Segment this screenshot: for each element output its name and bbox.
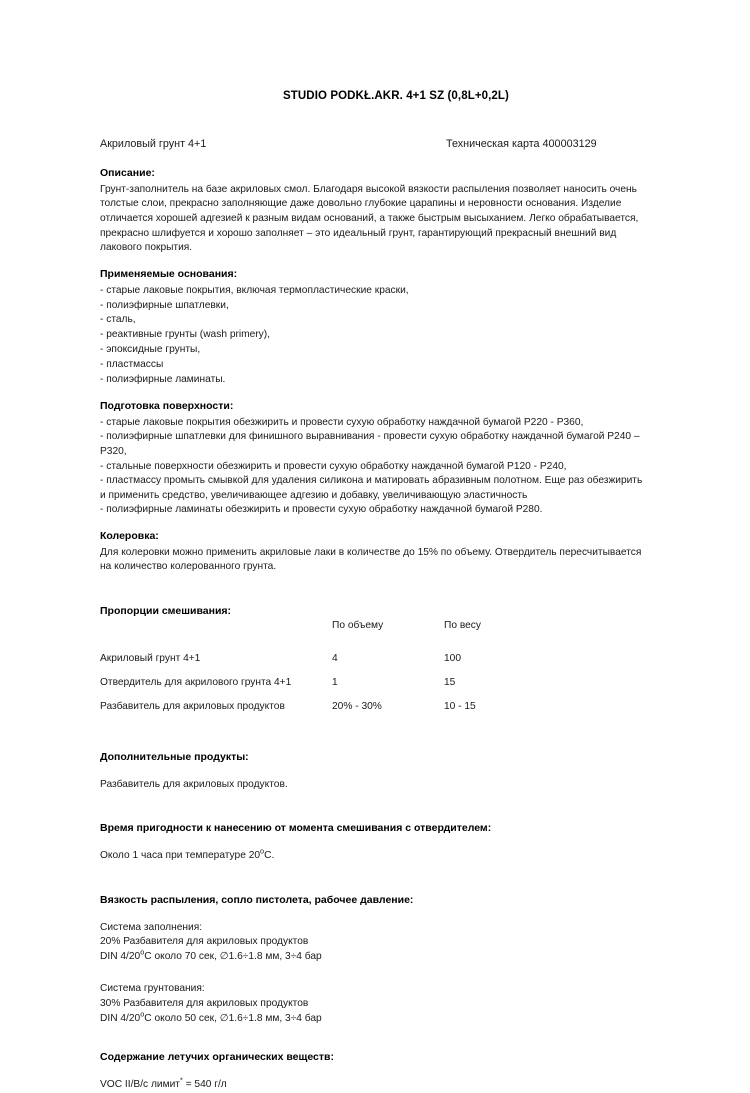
section-tinting	[100, 529, 692, 575]
document-title: STUDIO PODKŁ.AKR. 4+1 SZ (0,8L+0,2L)	[283, 90, 509, 102]
technical-card-number: Техническая карта 400003129	[446, 138, 597, 150]
viscosity-block-filling	[100, 921, 692, 965]
spacer	[100, 575, 692, 604]
viscosity-system-label: Система заполнения:	[100, 921, 203, 933]
surface-prep-line: и применить средство, увеличивающее адгезию и добавку, увеличивающую эластичность	[100, 489, 528, 501]
row-by-volume: 4	[332, 652, 338, 664]
proportions-table	[100, 621, 560, 726]
viscosity-thinner: 30% Разбавителя для акриловых продуктов	[100, 998, 309, 1010]
description-heading: Описание:	[100, 167, 155, 179]
row-by-weight: 100	[444, 652, 461, 664]
product-name: Акриловый грунт 4+1	[100, 138, 207, 150]
spacer	[100, 767, 692, 778]
surface-prep-line: Р320,	[100, 446, 127, 457]
degree-symbol: o	[260, 846, 265, 856]
additional-products-text: Разбавитель для акриловых продуктов.	[100, 778, 288, 790]
spacer	[100, 910, 692, 921]
asterisk-symbol: *	[179, 1075, 183, 1085]
viscosity-heading: Вязкость распыления, сопло пистолета, рабочее давление:	[100, 893, 414, 906]
viscosity-din-line	[100, 1009, 692, 1027]
list-item: - реактивные грунты (wash primery),	[100, 329, 270, 341]
substrates-list	[100, 284, 692, 388]
din-suffix: С около 50 сек, ∅1.6÷1.8 мм, 3÷4 бар	[144, 1012, 322, 1024]
section-mixing-proportions	[100, 604, 692, 726]
row-label: Разбавитель для акриловых продуктов	[100, 700, 285, 712]
spacer	[100, 388, 692, 399]
din-suffix: С около 70 сек, ∅1.6÷1.8 мм, 3÷4 бар	[144, 950, 322, 962]
description-line: прекрасно шлифуется и хорошо заполняет – это идеальный грунт, гарантирующий прекрасный внешний вид	[100, 227, 617, 239]
description-line: Грунт-заполнитель на базе акриловых смол. Благодаря высокой вязкости распыления позволяет наносить очень	[100, 183, 637, 195]
section-voc	[100, 1050, 692, 1092]
section-substrates	[100, 267, 692, 388]
tinting-heading: Колеровка:	[100, 529, 159, 542]
list-item: - сталь,	[100, 314, 136, 326]
voc-value	[100, 1075, 692, 1093]
degree-symbol: o	[140, 947, 145, 957]
row-by-weight: 10 - 15	[444, 700, 476, 712]
table-row	[100, 678, 560, 702]
section-pot-life	[100, 821, 692, 863]
table-header-row	[100, 621, 560, 654]
row-label: Отвердитель для акрилового грунта 4+1	[100, 676, 292, 688]
substrates-heading: Применяемые основания:	[100, 267, 238, 280]
document-content	[100, 90, 692, 1093]
list-item: - полиэфирные шпатлевки,	[100, 299, 229, 311]
pot-life-value-prefix: Около 1 часа при температуре 20	[100, 850, 261, 862]
list-item: - полиэфирные ламинаты.	[100, 374, 226, 386]
list-item: - пластмассы	[100, 359, 164, 371]
surface-prep-line: - полиэфирные шпатлевки для финишного выравнивания - провести сухую обработку наждачной бумагой Р240 –	[100, 431, 640, 443]
spacer	[100, 838, 692, 849]
pot-life-value	[100, 846, 692, 864]
viscosity-block-priming	[100, 982, 692, 1026]
voc-value-suffix: = 540 г/л	[182, 1079, 227, 1091]
surface-prep-line: - стальные поверхности обезжирить и провести сухую обработку наждачной бумагой Р120 - Р240,	[100, 460, 567, 472]
pot-life-value-suffix: С.	[264, 850, 275, 862]
list-item: - старые лаковые покрытия, включая термопластические краски,	[100, 284, 409, 296]
din-prefix: DIN 4/20	[100, 950, 141, 962]
tinting-line: Для колеровки можно применить акриловые лаки в количестве до 15% по объему. Отвердитель пересчитывается	[100, 546, 642, 558]
viscosity-din-line	[100, 947, 692, 965]
pot-life-heading: Время пригодности к нанесению от момента смешивания с отвердителем:	[100, 822, 492, 835]
description-line: толстые слои, прекрасно заполняющие даже довольно глубокие царапины и неровности основания. Изделие	[100, 198, 622, 210]
description-line: отличается хорошей адгезией к разным видам оснований, а также быстрым высыханием. Легко обрабатывается,	[100, 213, 639, 225]
tinting-line: на количество колерованного грунта.	[100, 561, 277, 573]
voc-heading: Содержание летучих органических веществ:	[100, 1051, 334, 1064]
section-viscosity	[100, 893, 692, 1026]
surface-prep-line: - пластмассу промыть смывкой для удаления силикона и матировать абразивным полотном. Еще раз обезжирить	[100, 475, 643, 487]
document-header-row	[100, 138, 692, 150]
degree-symbol: o	[140, 1009, 145, 1019]
row-label: Акриловый грунт 4+1	[100, 652, 201, 664]
spacer	[100, 256, 692, 267]
list-item: - эпоксидные грунты,	[100, 344, 201, 356]
spacer	[100, 518, 692, 529]
table-row	[100, 654, 560, 678]
section-surface-preparation	[100, 399, 692, 518]
row-by-weight: 15	[444, 676, 456, 688]
additional-products-heading: Дополнительные продукты:	[100, 750, 249, 763]
section-description	[100, 166, 692, 256]
spacer	[100, 792, 692, 821]
table-row	[100, 702, 560, 726]
spacer	[100, 1026, 692, 1050]
spacer	[100, 964, 692, 982]
surface-prep-line: - старые лаковые покрытия обезжирить и провести сухую обработку наждачной бумагой Р220 - Р360,	[100, 416, 584, 428]
voc-value-prefix: VOC II/B/c лимит	[100, 1079, 180, 1091]
proportions-heading: Пропорции смешивания:	[100, 604, 232, 617]
row-by-volume: 20% - 30%	[332, 700, 382, 712]
row-by-volume: 1	[332, 676, 338, 688]
spacer	[100, 726, 692, 750]
din-prefix: DIN 4/20	[100, 1012, 141, 1024]
viscosity-system-label: Система грунтования:	[100, 983, 205, 995]
description-line: лакового покрытия.	[100, 242, 193, 254]
spacer	[100, 1067, 692, 1078]
column-header-label	[100, 621, 332, 654]
column-header-by-volume: По объему	[332, 619, 384, 631]
section-additional-products	[100, 750, 692, 792]
surface-prep-heading: Подготовка поверхности:	[100, 399, 234, 412]
surface-prep-line: - полиэфирные ламинаты обезжирить и провести сухую обработку наждачной бумагой Р280.	[100, 504, 543, 516]
column-header-by-weight: По весу	[444, 619, 481, 631]
viscosity-thinner: 20% Разбавителя для акриловых продуктов	[100, 936, 309, 948]
spacer	[100, 864, 692, 893]
